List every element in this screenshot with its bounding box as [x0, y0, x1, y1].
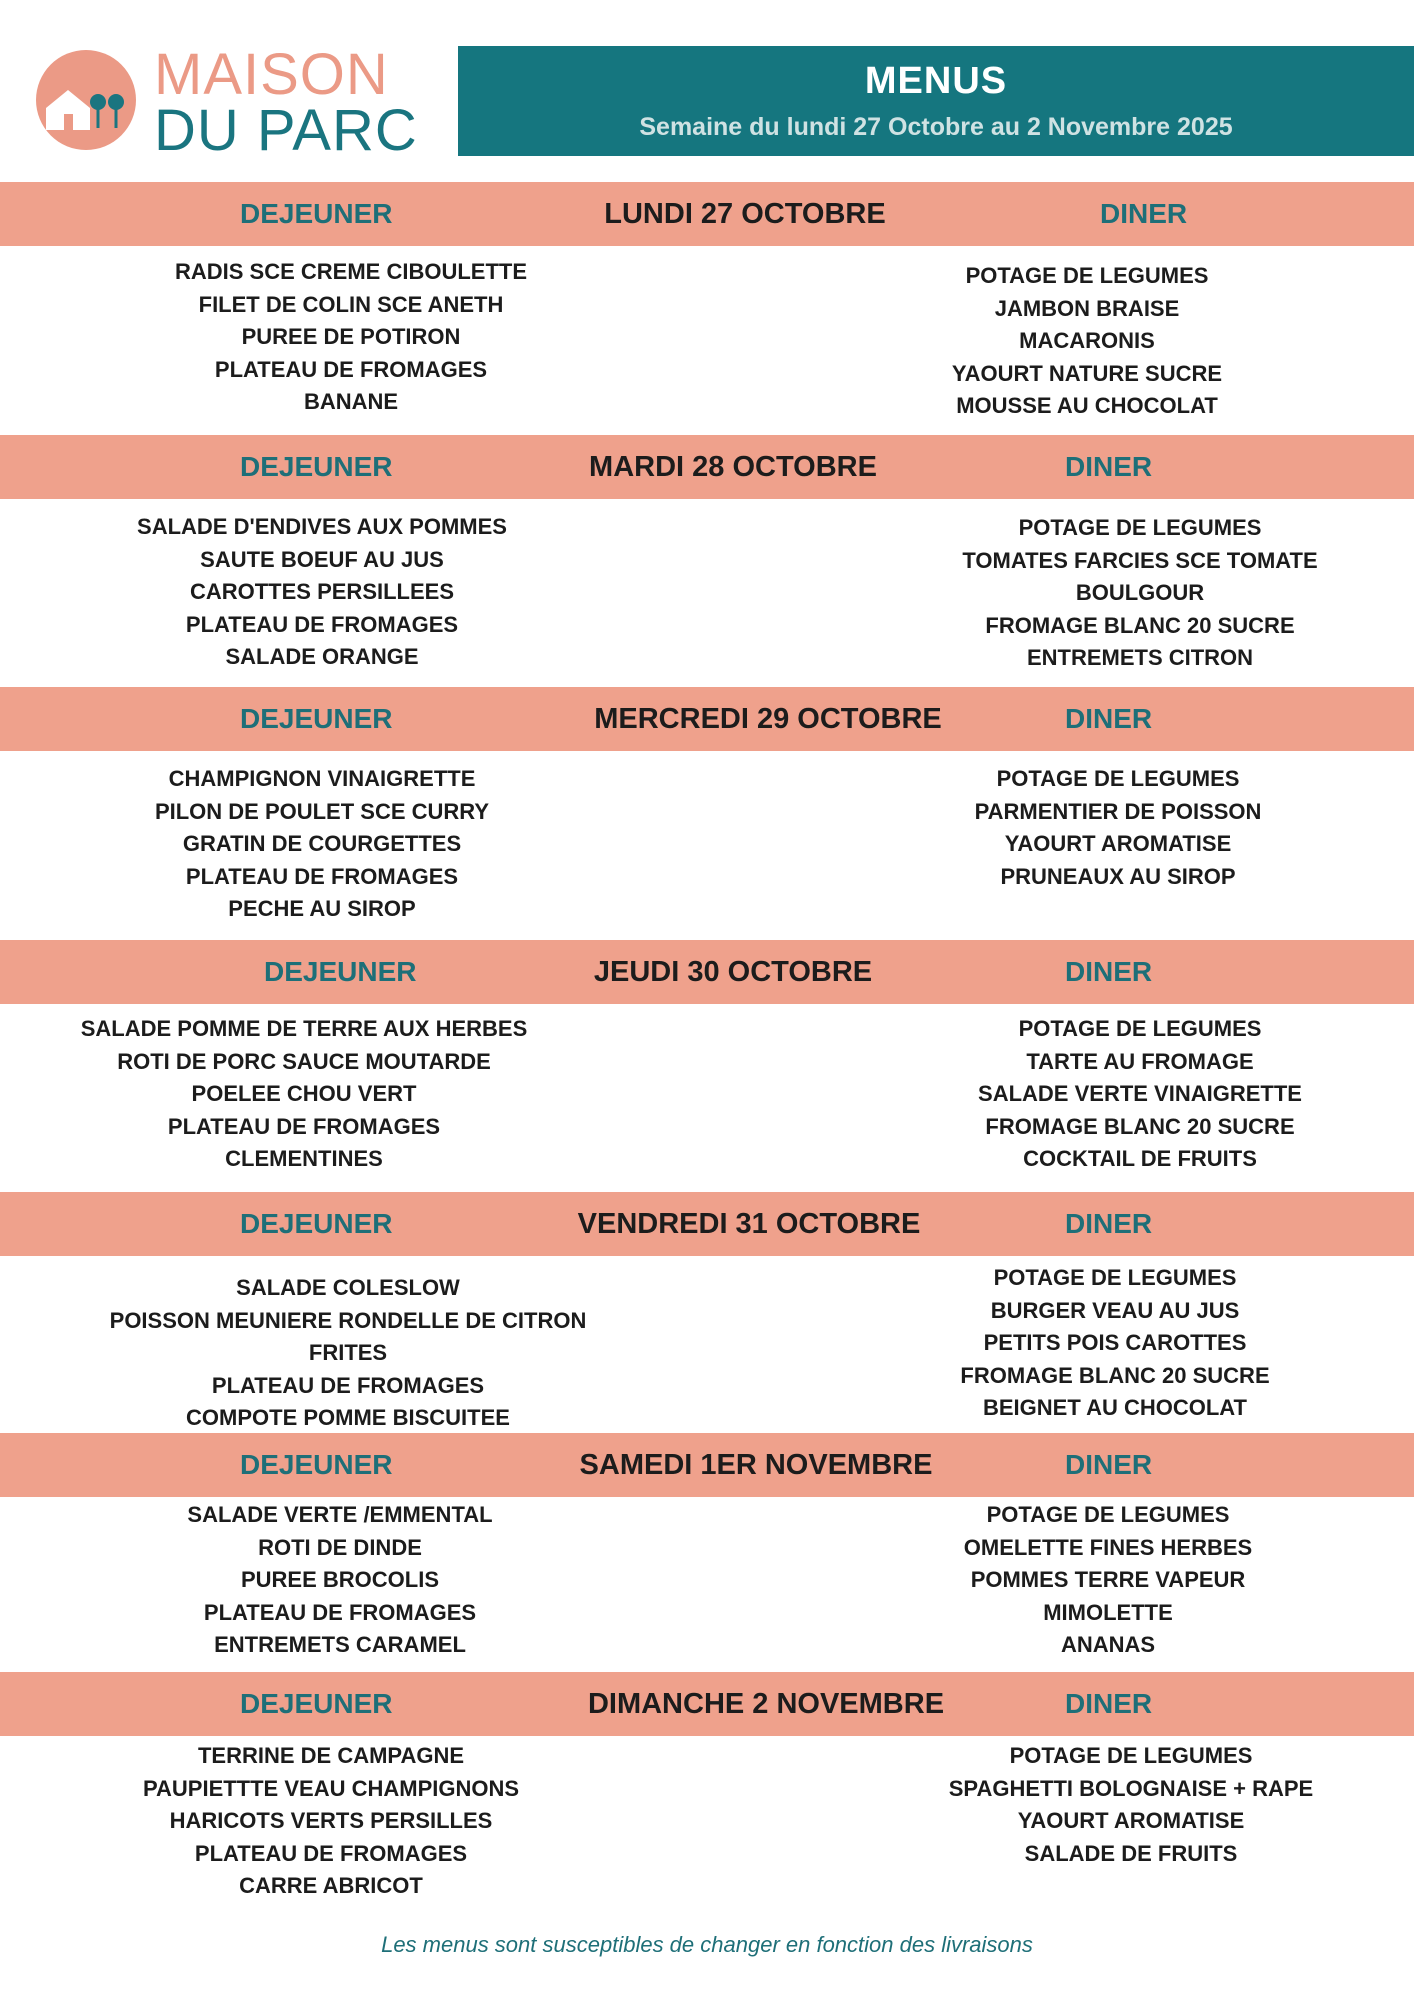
dinner-menu-item: POTAGE DE LEGUMES: [996, 766, 1240, 791]
day-header-band: [0, 1192, 1414, 1256]
dinner-menu-item: FROMAGE BLANC 20 SUCRE: [960, 1362, 1270, 1388]
dinner-menu-item: PARMENTIER DE POISSON: [974, 798, 1262, 824]
lunch-label: DEJEUNER: [240, 451, 393, 482]
dinner-menu-list: [817, 260, 1357, 423]
dinner-menu-item: POMMES TERRE VAPEUR: [970, 1567, 1246, 1592]
lunch-menu-item: RADIS SCE CREME CIBOULETTE: [174, 259, 528, 284]
lunch-menu-item: PUREE BROCOLIS: [240, 1567, 440, 1592]
lunch-menu-item: SALADE POMME DE TERRE AUX HERBES: [80, 1016, 528, 1041]
lunch-menu-item: COMPOTE POMME BISCUITEE: [186, 1405, 510, 1430]
dinner-menu-item: ANANAS: [1060, 1632, 1156, 1657]
lunch-menu-item: CLEMENTINES: [225, 1146, 383, 1171]
lunch-menu-item: PILON DE POULET SCE CURRY: [154, 798, 490, 824]
dinner-menu-item: PRUNEAUX AU SIROP: [1000, 863, 1236, 889]
dinner-menu-item: POTAGE DE LEGUMES: [1018, 1016, 1262, 1041]
footer-note: Les menus sont susceptibles de changer en fonction des livraisons: [381, 1932, 1033, 1957]
dinner-label: DINER: [1065, 703, 1153, 734]
lunch-menu-item: FILET DE COLIN SCE ANETH: [198, 291, 504, 317]
dinner-menu-item: POTAGE DE LEGUMES: [986, 1502, 1230, 1527]
page-header: [0, 0, 1414, 180]
day-title: VENDREDI 31 OCTOBRE: [577, 1208, 921, 1240]
dinner-menu-item: YAOURT AROMATISE: [1004, 831, 1232, 856]
lunch-menu-item: PLATEAU DE FROMAGES: [203, 1599, 477, 1625]
day-title: LUNDI 27 OCTOBRE: [604, 198, 886, 230]
lunch-menu-item: PAUPIETTTE VEAU CHAMPIGNONS: [142, 1775, 520, 1801]
lunch-menu-item: SALADE COLESLOW: [236, 1275, 460, 1300]
lunch-menu-item: CARRE ABRICOT: [239, 1873, 423, 1898]
title-banner: [458, 46, 1414, 156]
day-title: MERCREDI 29 OCTOBRE: [594, 703, 942, 735]
day-title: SAMEDI 1ER NOVEMBRE: [579, 1449, 933, 1481]
dinner-menu-item: TARTE AU FROMAGE: [1026, 1048, 1254, 1074]
dinner-menu-item: FROMAGE BLANC 20 SUCRE: [985, 612, 1295, 638]
dinner-label: DINER: [1065, 1688, 1153, 1719]
dinner-menu-list: [838, 1499, 1378, 1662]
day-header-band: [0, 1433, 1414, 1497]
lunch-menu-list: [78, 1272, 618, 1435]
dinner-menu-item: YAOURT AROMATISE: [1017, 1808, 1245, 1833]
lunch-label: DEJEUNER: [240, 703, 393, 734]
lunch-menu-item: PLATEAU DE FROMAGES: [194, 1840, 468, 1866]
dinner-menu-item: POTAGE DE LEGUMES: [965, 263, 1209, 288]
page-title: MENUS: [864, 60, 1008, 102]
day-section: [0, 1672, 1414, 1922]
lunch-menu-item: PLATEAU DE FROMAGES: [167, 1113, 441, 1139]
lunch-menu-item: PLATEAU DE FROMAGES: [185, 863, 459, 889]
day-title: DIMANCHE 2 NOVEMBRE: [587, 1688, 945, 1720]
lunch-menu-list: [52, 511, 592, 674]
dinner-menu-item: JAMBON BRAISE: [994, 295, 1180, 321]
lunch-menu-list: [81, 256, 621, 419]
lunch-label: DEJEUNER: [264, 956, 417, 987]
day-header-band: [0, 687, 1414, 751]
dinner-menu-item: MACARONIS: [1019, 328, 1155, 353]
day-section: [0, 435, 1414, 685]
dinner-menu-item: SPAGHETTI BOLOGNAISE + RAPE: [948, 1775, 1314, 1801]
dinner-menu-list: [848, 763, 1388, 893]
day-header-band: [0, 182, 1414, 246]
lunch-menu-item: FRITES: [308, 1340, 388, 1365]
dinner-label: DINER: [1065, 451, 1153, 482]
page-subtitle: Semaine du lundi 27 Octobre au 2 Novembre 2025: [639, 113, 1233, 141]
day-section: [0, 687, 1414, 937]
lunch-menu-item: GRATIN DE COURGETTES: [182, 831, 462, 856]
dinner-menu-item: BURGER VEAU AU JUS: [990, 1297, 1240, 1323]
dinner-menu-list: [845, 1262, 1385, 1425]
dinner-menu-item: SALADE VERTE VINAIGRETTE: [978, 1081, 1302, 1106]
day-section: [0, 1192, 1414, 1442]
day-title: MARDI 28 OCTOBRE: [589, 451, 877, 483]
lunch-menu-item: PLATEAU DE FROMAGES: [185, 611, 459, 637]
lunch-menu-item: SAUTE BOEUF AU JUS: [200, 546, 444, 572]
lunch-menu-list: [34, 1013, 574, 1176]
dinner-menu-item: YAOURT NATURE SUCRE: [951, 360, 1223, 386]
dinner-menu-list: [861, 1740, 1401, 1870]
lunch-menu-item: ROTI DE DINDE: [258, 1534, 422, 1560]
dinner-menu-item: TOMATES FARCIES SCE TOMATE: [962, 547, 1318, 573]
dinner-label: DINER: [1065, 1208, 1153, 1239]
house-trees-icon: [36, 50, 136, 150]
lunch-menu-item: POELEE CHOU VERT: [191, 1081, 417, 1106]
brand-name-line2: DU PARC: [154, 98, 418, 163]
day-section: [0, 1433, 1414, 1683]
lunch-menu-list: [52, 763, 592, 926]
lunch-menu-item: SALADE ORANGE: [225, 644, 419, 669]
dinner-menu-item: FROMAGE BLANC 20 SUCRE: [985, 1113, 1295, 1139]
lunch-menu-item: SALADE VERTE /EMMENTAL: [187, 1502, 493, 1527]
lunch-menu-list: [61, 1740, 601, 1903]
lunch-menu-item: HARICOTS VERTS PERSILLES: [169, 1808, 493, 1833]
dinner-menu-item: BEIGNET AU CHOCOLAT: [983, 1395, 1247, 1420]
brand-logo: [36, 42, 436, 163]
dinner-menu-item: POTAGE DE LEGUMES: [993, 1265, 1237, 1290]
dinner-label: DINER: [1065, 1449, 1153, 1480]
lunch-menu-item: CHAMPIGNON VINAIGRETTE: [168, 766, 476, 791]
lunch-menu-item: POISSON MEUNIERE RONDELLE DE CITRON: [109, 1307, 587, 1333]
day-header-band: [0, 940, 1414, 1004]
lunch-menu-list: [70, 1499, 610, 1662]
dinner-label: DINER: [1065, 956, 1153, 987]
dinner-menu-list: [870, 1013, 1410, 1176]
day-header-band: [0, 435, 1414, 499]
lunch-label: DEJEUNER: [240, 1688, 393, 1719]
lunch-menu-item: PECHE AU SIROP: [228, 896, 416, 921]
dinner-menu-item: BOULGOUR: [1075, 580, 1205, 605]
dinner-menu-item: ENTREMETS CITRON: [1026, 645, 1254, 670]
dinner-menu-item: SALADE DE FRUITS: [1024, 1840, 1238, 1866]
day-header-band: [0, 1672, 1414, 1736]
dinner-menu-item: PETITS POIS CAROTTES: [983, 1330, 1247, 1355]
lunch-label: DEJEUNER: [240, 1449, 393, 1480]
lunch-label: DEJEUNER: [240, 1208, 393, 1239]
dinner-menu-item: POTAGE DE LEGUMES: [1009, 1743, 1253, 1768]
lunch-menu-item: SALADE D'ENDIVES AUX POMMES: [137, 514, 507, 539]
day-title: JEUDI 30 OCTOBRE: [593, 956, 873, 988]
lunch-menu-item: PUREE DE POTIRON: [241, 324, 461, 349]
lunch-label: DEJEUNER: [240, 198, 393, 229]
lunch-menu-item: CAROTTES PERSILLEES: [189, 579, 455, 604]
dinner-menu-item: MOUSSE AU CHOCOLAT: [956, 393, 1218, 418]
day-section: [0, 940, 1414, 1190]
dinner-menu-item: OMELETTE FINES HERBES: [963, 1534, 1253, 1560]
lunch-menu-item: BANANE: [303, 389, 399, 414]
lunch-menu-item: ROTI DE PORC SAUCE MOUTARDE: [117, 1048, 491, 1074]
brand-name-line1: MAISON: [154, 42, 389, 107]
dinner-menu-item: MIMOLETTE: [1043, 1599, 1173, 1625]
lunch-menu-item: TERRINE DE CAMPAGNE: [197, 1743, 465, 1768]
lunch-menu-item: PLATEAU DE FROMAGES: [214, 356, 488, 382]
lunch-menu-item: ENTREMETS CARAMEL: [214, 1632, 466, 1657]
dinner-menu-item: POTAGE DE LEGUMES: [1018, 515, 1262, 540]
day-section: [0, 182, 1414, 432]
dinner-menu-item: COCKTAIL DE FRUITS: [1023, 1146, 1257, 1171]
lunch-menu-item: PLATEAU DE FROMAGES: [211, 1372, 485, 1398]
dinner-label: DINER: [1100, 198, 1188, 229]
dinner-menu-list: [870, 512, 1410, 675]
